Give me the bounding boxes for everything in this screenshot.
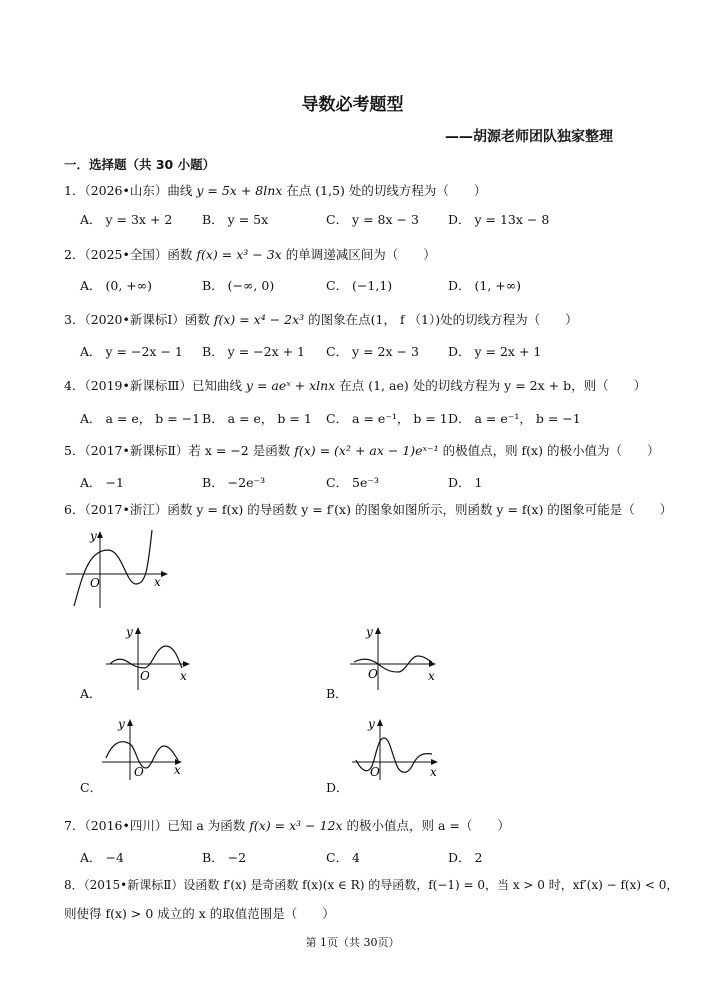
option-a[interactable]: A． a = e， b = −1: [80, 411, 201, 426]
option-d[interactable]: D． 2: [448, 850, 483, 865]
option-d[interactable]: D． y = 13x − 8: [448, 212, 550, 227]
option-b[interactable]: B． −2: [202, 850, 247, 865]
option-c[interactable]: C． 4: [326, 850, 360, 865]
option-a[interactable]: A． −4: [80, 850, 124, 865]
option-d-label[interactable]: D．: [326, 780, 349, 795]
svg-text:y: y: [90, 529, 97, 543]
question-7: 7．（2016•四川）已知 a 为函数 f(x) = x³ − 12x 的极小值点，则 a =（ ）: [64, 818, 510, 833]
option-b[interactable]: B． a = e， b = 1: [202, 411, 312, 426]
svg-text:y: y: [368, 717, 375, 731]
option-d[interactable]: D． (1, +∞): [448, 278, 522, 293]
question-5: 5．（2017•新课标Ⅱ）若 x = −2 是函数 f(x) = (x² + ax − 1)eˣ⁻¹ 的极值点，则 f(x) 的极小值为（ ）: [64, 443, 660, 458]
question-8-line-2: 则使得 f(x) > 0 成立的 x 的取值范围是（ ）: [64, 906, 335, 921]
svg-text:x: x: [174, 763, 181, 777]
option-c[interactable]: C． a = e⁻¹， b = 1: [326, 411, 448, 426]
svg-text:y: y: [118, 717, 125, 731]
option-a[interactable]: A． y = −2x − 1: [80, 344, 183, 359]
option-d[interactable]: D． y = 2x + 1: [448, 344, 542, 359]
question-1: 1．（2026•山东）曲线 y = 5x + 8lnx 在点 (1,5) 处的切线方程为（ ）: [64, 183, 487, 198]
page-title: 导数必考题型: [301, 95, 404, 115]
svg-text:y: y: [126, 625, 133, 639]
svg-text:x: x: [430, 765, 437, 779]
option-d[interactable]: D． a = e⁻¹， b = −1: [448, 411, 581, 426]
option-b[interactable]: B． y = 5x: [202, 212, 269, 227]
option-b-label[interactable]: B．: [326, 686, 348, 701]
question-4: 4．（2019•新课标Ⅲ）已知曲线 y = aeˣ + xlnx 在点 (1, ae) 处的切线方程为 y = 2x + b，则（ ）: [64, 378, 647, 393]
svg-text:x: x: [428, 669, 435, 683]
option-a[interactable]: A． (0, +∞): [80, 278, 153, 293]
derivative-graph: [64, 528, 174, 610]
option-b[interactable]: B． −2e⁻³: [202, 475, 266, 490]
option-b[interactable]: B． y = −2x + 1: [202, 344, 305, 359]
option-b[interactable]: B． (−∞, 0): [202, 278, 275, 293]
section-heading: 一．选择题（共 30 小题）: [64, 157, 216, 172]
option-a-label[interactable]: A．: [80, 686, 102, 701]
svg-text:O: O: [140, 669, 150, 683]
svg-text:O: O: [368, 667, 378, 681]
page-footer: 第 1页（共 30页）: [305, 936, 400, 949]
option-c[interactable]: C． (−1,1): [326, 278, 393, 293]
option-a-graph[interactable]: [104, 624, 194, 692]
option-c[interactable]: C． y = 2x − 3: [326, 344, 419, 359]
option-c-label[interactable]: C．: [80, 780, 103, 795]
svg-text:y: y: [366, 625, 373, 639]
option-c-graph[interactable]: [100, 716, 188, 782]
option-a[interactable]: A． −1: [80, 475, 124, 490]
option-b-graph[interactable]: [348, 624, 440, 692]
option-c[interactable]: C． y = 8x − 3: [326, 212, 419, 227]
svg-text:O: O: [90, 576, 100, 590]
svg-text:x: x: [180, 669, 187, 683]
question-3: 3．（2020•新课标Ⅰ）函数 f(x) = x⁴ − 2x³ 的图象在点(1， f （1）)处的切线方程为（ ）: [64, 312, 578, 327]
option-d-graph[interactable]: [350, 716, 444, 782]
question-2: 2．（2025•全国）函数 f(x) = x³ − 3x 的单调递减区间为（ ）: [64, 247, 436, 262]
svg-text:x: x: [154, 575, 161, 589]
svg-text:O: O: [134, 765, 144, 779]
svg-text:O: O: [370, 765, 380, 779]
option-c[interactable]: C． 5e⁻³: [326, 475, 379, 490]
option-d[interactable]: D． 1: [448, 475, 483, 490]
option-a[interactable]: A． y = 3x + 2: [80, 212, 173, 227]
page-subtitle: ——胡源老师团队独家整理: [445, 129, 613, 145]
question-6: 6．（2017•浙江）函数 y = f(x) 的导函数 y = f′(x) 的图象如图所示，则函数 y = f(x) 的图象可能是（ ）: [64, 502, 673, 517]
question-8-line-1: 8．（2015•新课标Ⅱ）设函数 f′(x) 是奇函数 f(x)(x ∈ R) 的导函数，f(−1) = 0，当 x > 0 时，xf′(x) − f(x) < 0，: [64, 878, 679, 892]
